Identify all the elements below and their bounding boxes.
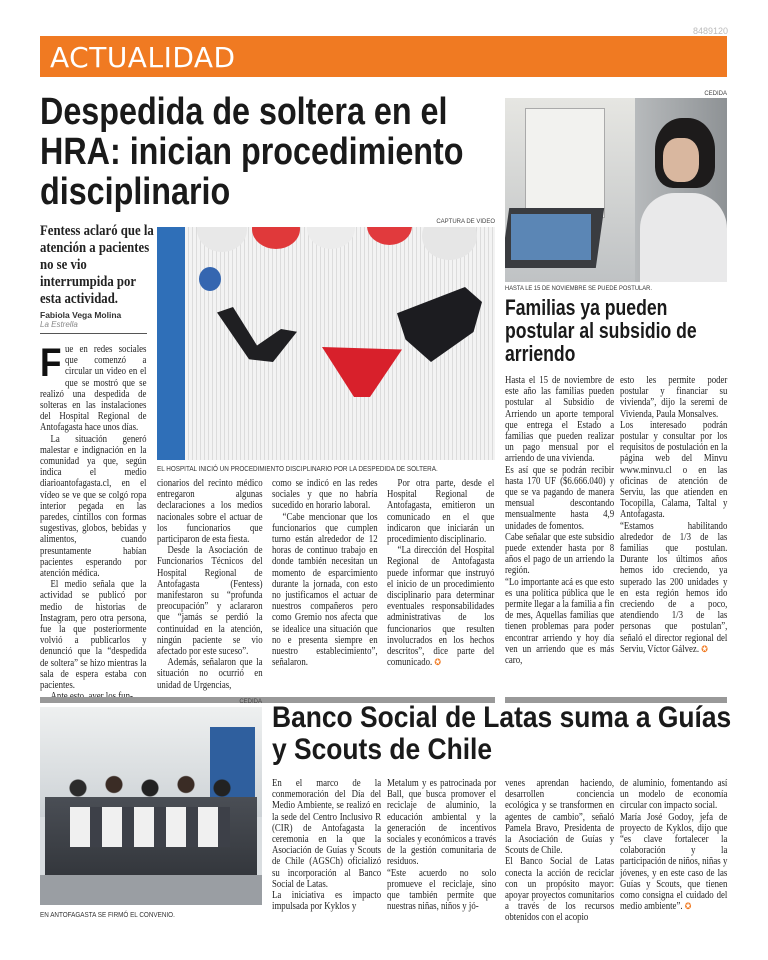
paragraph: [620, 375, 727, 420]
end-of-article-icon: ✪: [434, 657, 442, 668]
article1-photo: [157, 227, 495, 460]
section-title: ACTUALIDAD: [50, 41, 236, 74]
article2-column-1: [505, 375, 614, 666]
paragraph: [157, 478, 263, 545]
paragraph: [505, 577, 614, 667]
paragraph: [387, 778, 496, 868]
paragraph-text: cionarios del recinto médico entregaron algunas declaraciones a los medios nacionales sobre el actuar de los funcionarios que participaron de esta fiesta.: [157, 478, 263, 546]
section-header: [40, 36, 727, 77]
article2-photo-caption: HASTA LE 15 DE NOVIEMBRE SE PUEDE POSTULAR.: [505, 285, 652, 292]
paragraph-text: “Lo importante acá es que esto es una política pública que le permite llegar a la familia a fin de mes, Aquellas familias que tienen problemas para poder encontrar arriendo y hoy día ven un arriendo que es más caro,: [505, 576, 615, 667]
paragraph-text: como se indicó en las redes sociales y que no habría sucedido en horario laboral.: [272, 478, 378, 512]
article1-headline: Despedida de soltera en el HRA: inician procedimiento disciplinario: [40, 91, 464, 213]
paragraph-text: “Este acuerdo no solo promueve el reciclaje, sino que también permite que nuestras niñas, niños y jó-: [387, 867, 497, 913]
paragraph: [620, 812, 727, 913]
paragraph-text: Desde la Asociación de Funcionarios Técnicos del Hospital Regional de Antofagasta (Fentess) manifestaron su “profunda preocupación” y aclararon que “jamás se perdió la continuidad en la atención, ningún paciente se vio afectado por este suceso”.: [157, 545, 263, 658]
end-of-article-icon: ✪: [701, 643, 708, 654]
paragraph-text: Cabe señalar que este subsidio puede extender hasta por 8 años el pago de un arriendo la región.: [505, 531, 615, 577]
paragraph-text: María José Godoy, jefa de proyecto de Kyklos, dijo que “es clave fortalecer la colaboración y la participación de niños, niñas y jóvenes, y en este caso de las Guías y Scouts, que tienen como consigna el cuidado del medio ambiente”.: [620, 811, 728, 913]
paragraph-text: Hasta el 15 de noviembre de este año las familias pueden postular al Subsidio de Arriendo un aporte temporal que entrega el Estado a familias que pueden realizar un pago mensual por el arriendo de una vivienda.: [505, 375, 615, 465]
paragraph: [505, 375, 614, 465]
paragraph-text: El medio señala que la actividad se publicó por medio de historias de Instagram, pero otra persona, fue la que posteriormente volvió a publicarlos y denunció que la “despedida de soltera” se hizo mientras la sala de espera estaba con pacientes.: [40, 579, 147, 692]
article1-author: Fabiola Vega Molina: [40, 310, 122, 320]
paragraph: [620, 778, 727, 812]
paragraph: [157, 545, 263, 657]
article1-deck: Fentess aclaró que la atención a pacientes no se vio interrumpida por esta actividad.: [40, 223, 154, 307]
article3-column-4: [620, 778, 727, 912]
paragraph-text: “La dirección del Hospital Regional de Antofagasta puede informar que instruyó el inicio de un procedimiento disciplinario para determinar eventuales responsabilidades administrativas de los funcionarios que resulten involucrados en los hechos descritos”, dice parte del comunicado.: [387, 545, 495, 669]
article1-column-4: [387, 478, 494, 668]
page-id: 8489120: [692, 26, 728, 36]
article2-photo-credit: CEDIDA: [704, 91, 727, 97]
paragraph: [387, 478, 494, 545]
paragraph: [40, 434, 146, 580]
article3-photo-credit: CEDIDA: [239, 699, 262, 705]
paragraph-text: Además, señalaron que la situación no ocurrió en unidad de Urgencias,: [157, 657, 263, 691]
paragraph-text: venes aprendan haciendo, desarrollen conciencia ecológica y se transformen en agentes de cambio”, señaló Pamela Bravo, Presidenta de la Asociación de Guías y Scouts de Chile.: [505, 778, 615, 857]
article1-source: La Estrella: [40, 320, 78, 329]
article1-column-1: [40, 341, 147, 703]
paragraph: [505, 532, 614, 577]
article2-headline: Familias ya pueden postular al subsidio de arriendo: [505, 295, 697, 366]
paragraph-text: de aluminio, fomentando así un modelo de economía circular con impacto social.: [620, 778, 728, 812]
article1-column-3: [272, 478, 378, 668]
divider: [40, 333, 147, 334]
article1-column-2: [157, 478, 263, 691]
paragraph: [620, 521, 727, 655]
paragraph: [387, 868, 496, 913]
paragraph: [387, 545, 494, 668]
paragraph: [505, 856, 614, 923]
paragraph: [272, 512, 378, 669]
article2-column-2: [620, 375, 727, 655]
paragraph-text: Los interesado podrán postular y consultar por los requisitos de postulación en la página web del Minvu www.minvu.cl o en las oficinas de atención de Serviu, las que atienden en Tocopilla, Calama, Taltal y Antofagasta.: [620, 419, 728, 521]
article3-photo: [40, 707, 262, 905]
article3-column-1: [272, 778, 381, 912]
paragraph: [272, 890, 381, 912]
paragraph-text: esto les permite poder postular y financiar su vivienda”, dijo la seremi de Vivienda, Paula Monsalves.: [620, 375, 728, 420]
article3-column-3: [505, 778, 614, 924]
end-of-article-icon: ✪: [684, 901, 692, 912]
paragraph-text: ue en redes sociales que comenzó a circular un video en el que se mostró que se realizó una despedida de solteras en las instalaciones del Hospital Regional de Antofagasta hace unos días.: [40, 344, 147, 434]
article3-headline: Banco Social de Latas suma a Guías y Scouts de Chile: [272, 701, 732, 766]
article2-photo: [505, 98, 727, 282]
drop-cap: F: [40, 341, 62, 385]
paragraph-text: El Banco Social de Latas conecta la acción de reciclar con un propósito mayor: apoyar proyectos comunitarios a través de los recursos obtenidos con el acopio: [505, 856, 615, 924]
paragraph: [157, 657, 263, 691]
paragraph-text: Metalum y es patrocinada por Ball, que busca promover el reciclaje de aluminio, la educación ambiental y la generación de incentivos sociales y económicos a través de la gestión comunitaria de residuos.: [387, 778, 497, 868]
paragraph: [272, 478, 378, 512]
paragraph: [505, 465, 614, 532]
paragraph-text: “Cabe mencionar que los funcionarios que cumplen turno están alrededor de 12 horas de continuo trabajo en donde también necesitan un momento de esparcimiento durante la jornada, con esto no justificamos el actuar de nuestros compañeros pero como Gremio nos afecta que se idealice una situación que no e presenta siempre en nuestro establecimiento”, señalaron.: [272, 511, 378, 669]
article3-photo-caption: EN ANTOFAGASTA SE FIRMÓ EL CONVENIO.: [40, 910, 175, 919]
paragraph-text: Es así que se podrán recibir hasta 170 UF ($6.666.040) y que se va pagando de manera mensual descontando mensualmente hasta 4,9 unidades de fomentos.: [505, 464, 615, 532]
paragraph-text: En el marco de la conmemoración del Día del Medio Ambiente, se realizó en la sede del Centro Inclusivo R (CIR) de Antofagasta la ceremonia en la que la Asociación de Guías y Scouts de Chile (AGSCh) oficializó su incorporación al Banco Social de Latas.: [272, 778, 382, 890]
article3-column-2: [387, 778, 496, 912]
paragraph: [505, 778, 614, 856]
paragraph: [620, 420, 727, 521]
paragraph: [272, 778, 381, 890]
paragraph-text: La iniciativa es impacto impulsada por Kyklos y: [272, 890, 382, 913]
article1-photo-caption: EL HOSPITAL INICIÓ UN PROCEDIMIENTO DISCIPLINARIO POR LA DESPEDIDA DE SOLTERA.: [157, 464, 438, 473]
article1-photo-credit: CAPTURA DE VIDEO: [436, 219, 495, 225]
paragraph-text: La situación generó malestar e indignación en la comunidad ya que, según indica el medio diarioantofagasta.cl, en el vídeo se ve que se colgó ropa interior pegada en las paredes, cintillos con formas sugestivas, globos, bebidas y alimentos, cuando presuntamente habían pacientes esperando por atención médica.: [40, 433, 147, 580]
paragraph: [40, 579, 146, 691]
paragraph-text: “Estamos habilitando alrededor de 1/3 de las familias que postulan. Durante los últimos años hemos ido creciendo, ya superado las 200 unidades y en esta región hemos ido creciendo de a poco, atendiendo 1/3 de las personas que postulan”, señaló el director regional del Serviu, Víctor Gálvez.: [620, 520, 728, 655]
paragraph-text: Por otra parte, desde el Hospital Regional de Antofagasta, emitieron un comunicado en el que indicaron que iniciarán un procedimiento disciplinario.: [387, 478, 495, 546]
